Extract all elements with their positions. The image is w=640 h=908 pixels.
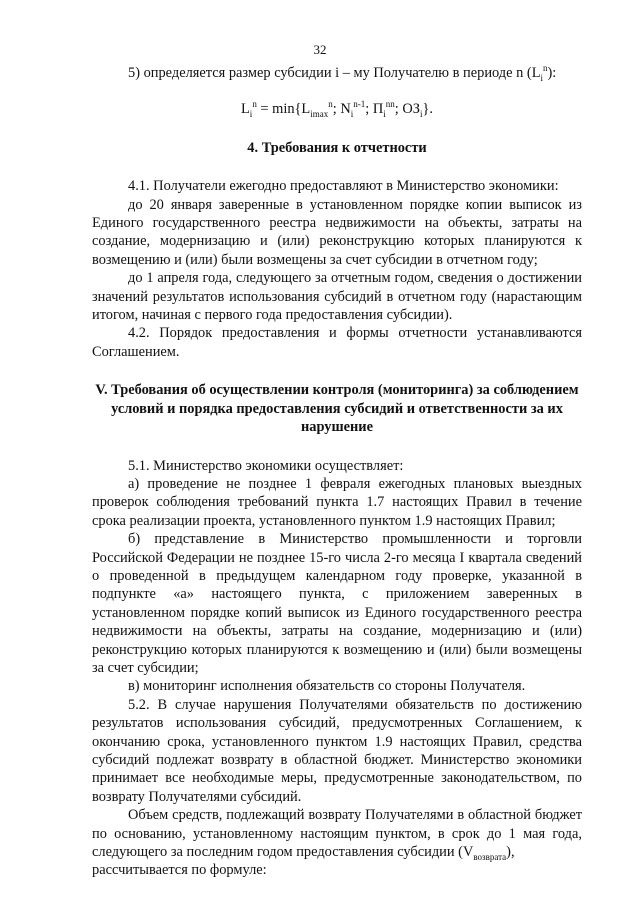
section-5-paragraph-3: б) представление в Министерство промышленности и торговли Российской Федерации не позднее 15-го числа 2-го месяца I квартала сведений о проведенной в предыдущем календарном году проверке, указанной в подпункте «а» настоящего пункта, с приложением заверенных в установленном порядке копий выписок из Единого государственного реестра недвижимости на объекты, затраты на создание, модернизацию и (или) реконструкцию которых планируются к возмещению и (или) были возмещены за счет субсидии; bbox=[92, 531, 582, 676]
section-5-paragraph-6-text: Объем средств, подлежащий возврату Получателями в областной бюджет по основанию, установленному настоящим пунктом, в срок до 1 мая года, следующего за последним годом предоставления субсидии (V bbox=[92, 807, 582, 861]
section-5-paragraph-2: а) проведение не позднее 1 февраля ежегодных плановых выездных проверок соблюдения требований пункта 1.7 настоящих Правил в течение срока реализации проекта, установленного пунктом 1.9 настоящих Правил; bbox=[92, 475, 582, 529]
item-5-end: ): bbox=[547, 65, 557, 81]
item-5-subscript: i bbox=[540, 72, 544, 83]
document-body bbox=[92, 64, 582, 880]
section-4-heading: 4. Требования к отчетности bbox=[247, 139, 427, 156]
item-5-paragraph bbox=[92, 64, 582, 82]
section-5-paragraph-7: рассчитывается по формуле: bbox=[92, 862, 267, 879]
v-return-subscript: возврата bbox=[473, 851, 507, 862]
section-5-paragraph-5: 5.2. В случае нарушения Получателями обязательств по достижению результатов использования субсидий, предусмотренных Соглашением, к окончанию срока, установленного пунктом 1.9 настоящих Правил, средства субсидий подлежат возврату в областной бюджет. Министерство экономики принимает все необходимые меры, предусмотренные законодательством, по возврату Получателями субсидий. bbox=[92, 696, 582, 805]
section-5-paragraph-4: в) мониторинг исполнения обязательств со стороны Получателя. bbox=[128, 678, 526, 695]
section-5-paragraph-1: 5.1. Министерство экономики осуществляет: bbox=[128, 457, 404, 474]
section-4-paragraph-3: до 1 апреля года, следующего за отчетным годом, сведения о достижении значений результатов использования субсидий в отчетном году (нарастающим итогом, начиная с первого года предоставления субсидии). bbox=[92, 270, 582, 324]
subsidy-formula: $L_i^n = \min\{L_{imax}^n$; $N_i^{n-1}$; $П_i^{nn}$; $ОЗ_i$}. bbox=[241, 99, 433, 120]
section-5-paragraph-6 bbox=[92, 806, 582, 861]
item-5-superscript: n bbox=[543, 63, 548, 74]
section-4-paragraph-2: до 20 января заверенные в установленном порядке копии выписок из Единого государственного реестра недвижимости на объекты, затраты на создание, модернизацию и (или) реконструкцию которых планируются к возмещению и (или) были возмещены за счет субсидии в отчетном году; bbox=[92, 196, 582, 268]
section-4-paragraph-4: 4.2. Порядок предоставления и формы отчетности устанавливаются Соглашением. bbox=[92, 325, 582, 360]
item-5-text: 5) определяется размер субсидии i – му Получателю в периоде n (L bbox=[128, 65, 541, 81]
page-number: 32 bbox=[313, 42, 327, 57]
section-5-heading: V. Требования об осуществлении контроля (мониторинга) за соблюдением условий и порядка предоставления субсидий и ответственности за их нарушение bbox=[95, 382, 579, 436]
section-4-paragraph-1: 4.1. Получатели ежегодно предоставляют в Министерство экономики: bbox=[128, 178, 559, 195]
section-5-paragraph-6-end: ), bbox=[506, 844, 515, 861]
